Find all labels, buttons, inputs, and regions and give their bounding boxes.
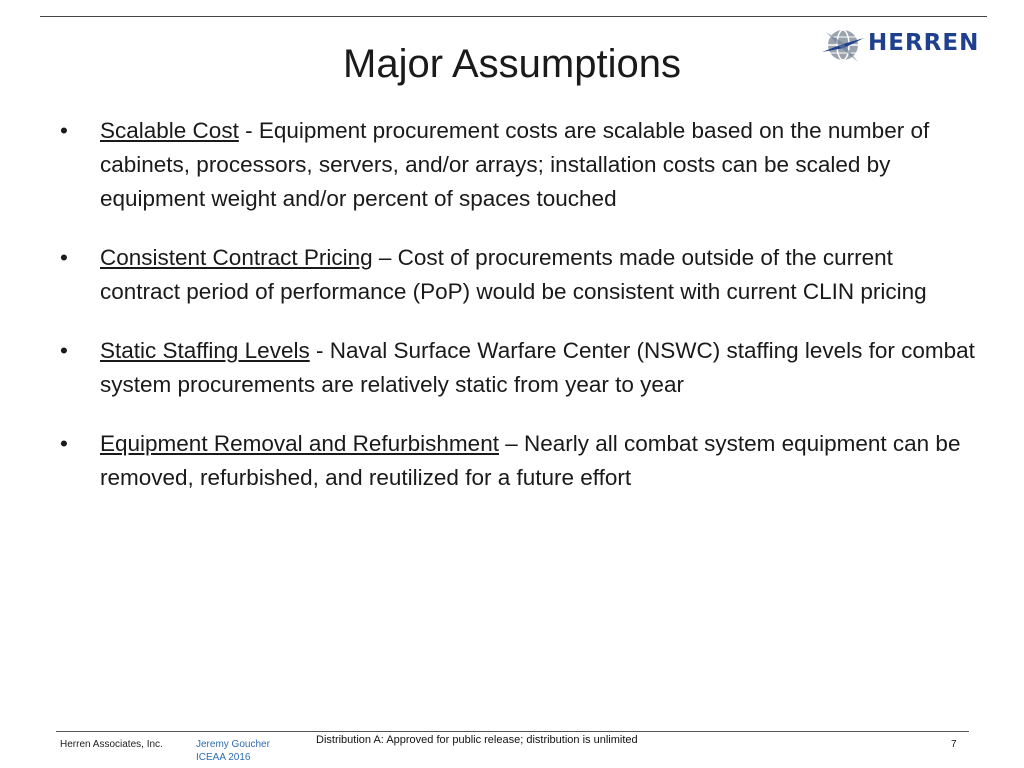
- bullet-term: Static Staffing Levels: [100, 338, 310, 363]
- list-item: [56, 427, 976, 495]
- bullet-term: Consistent Contract Pricing: [100, 245, 373, 270]
- bullet-term: Equipment Removal and Refurbishment: [100, 431, 499, 456]
- bullet-text: Equipment procurement costs are scalable based on the number of cabinets, processors, servers, and/or arrays; installation costs can be scaled by equipment weight and/or percent of spaces touched: [100, 118, 930, 211]
- bullet-separator: –: [372, 245, 398, 270]
- footer-event: ICEAA 2016: [196, 752, 251, 763]
- bullet-term: Scalable Cost: [100, 118, 239, 143]
- bullet-separator: -: [309, 338, 330, 363]
- page-number: 7: [951, 739, 957, 750]
- bullet-dot: •: [60, 431, 68, 456]
- footer-distribution: Distribution A: Approved for public release; distribution is unlimited: [316, 734, 638, 746]
- herren-logo: [820, 22, 990, 68]
- list-item: [56, 241, 976, 309]
- list-item: [56, 334, 976, 402]
- bullet-dot: •: [60, 118, 68, 143]
- top-divider: [40, 16, 987, 17]
- bullet-separator: -: [238, 118, 259, 143]
- bullet-text: Cost of procurements made outside of the current contract period of performance (PoP) would be consistent with current CLIN pricing: [100, 245, 927, 304]
- footer-author: Jeremy Goucher: [196, 739, 270, 750]
- bullet-text: Nearly all combat system equipment can be removed, refurbished, and reutilized for a future effort: [100, 431, 961, 490]
- bullet-text: Naval Surface Warfare Center (NSWC) staffing levels for combat system procurements are relatively static from year to year: [100, 338, 975, 397]
- list-item: [56, 114, 976, 216]
- footer-company: Herren Associates, Inc.: [60, 739, 163, 750]
- assumption-list: [56, 114, 976, 520]
- bullet-dot: •: [60, 338, 68, 363]
- bullet-separator: –: [498, 431, 524, 456]
- bottom-divider: [56, 731, 969, 732]
- bullet-dot: •: [60, 245, 68, 270]
- logo-text: HERREN: [868, 30, 980, 56]
- globe-icon: [820, 22, 866, 68]
- slide-title: Major Assumptions: [343, 42, 681, 86]
